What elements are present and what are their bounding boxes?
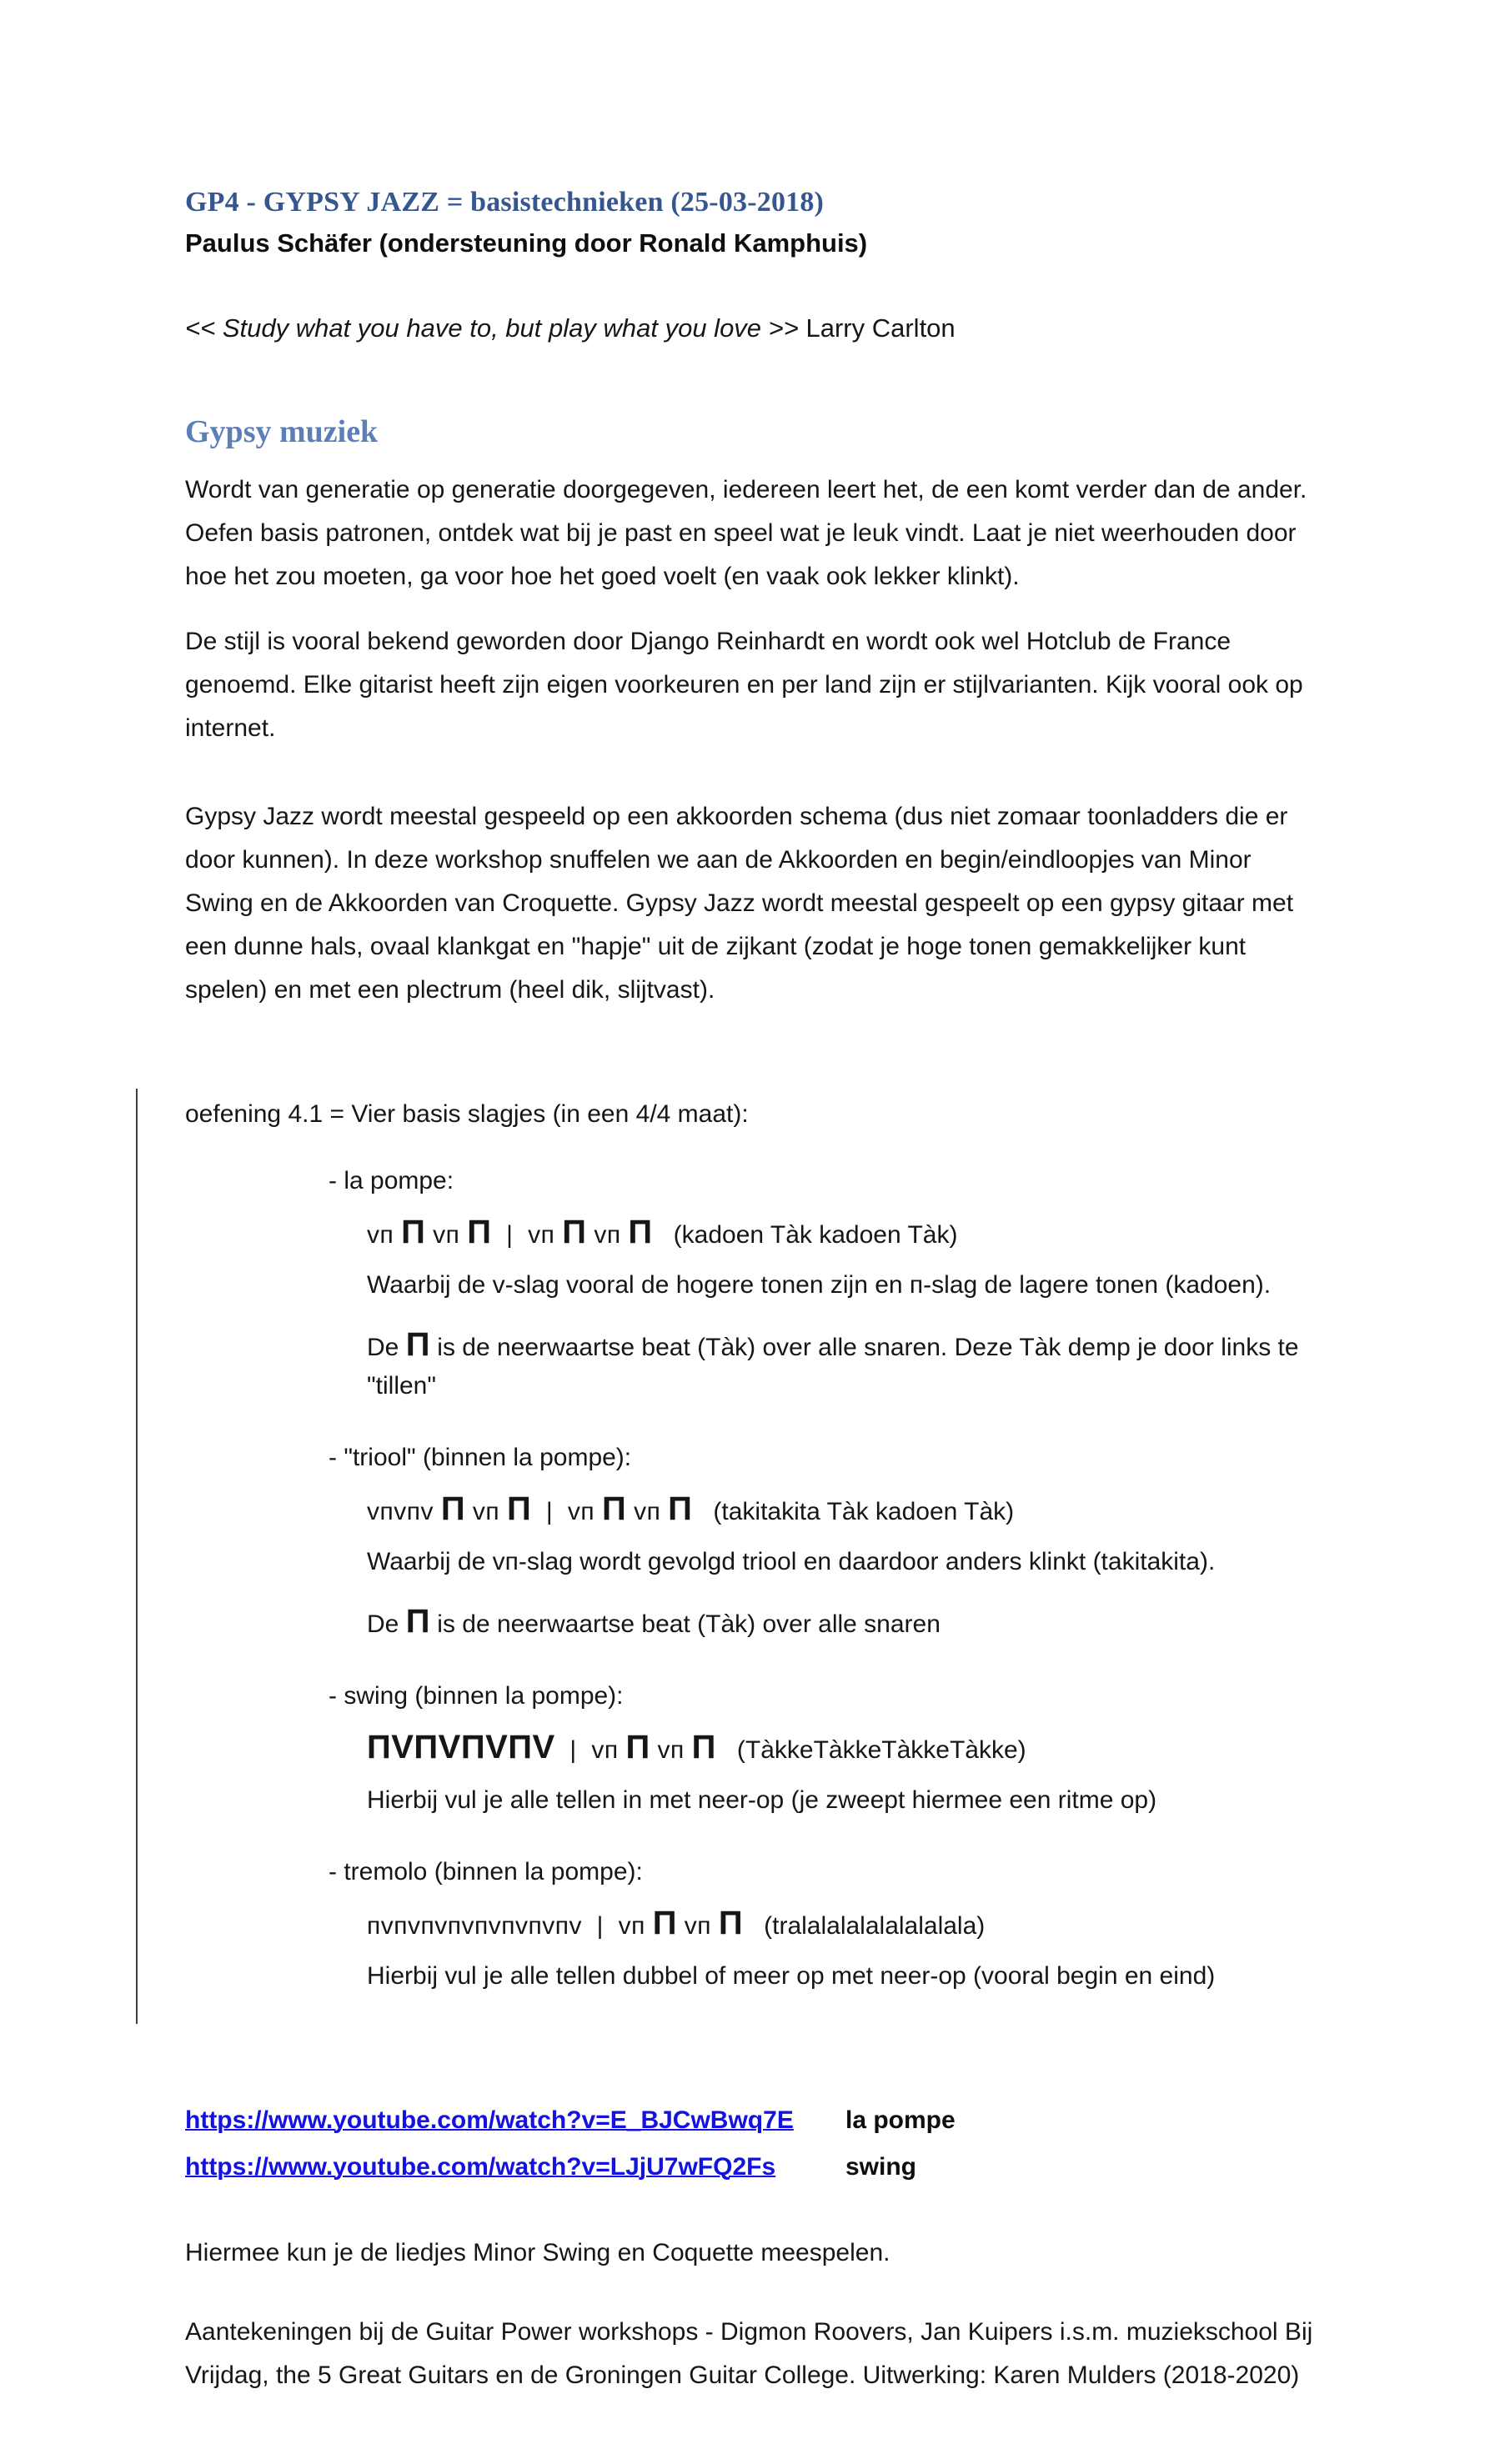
rhythm-line	[367, 1906, 1343, 1946]
stroke-symbols: vп	[465, 1498, 507, 1525]
paragraph-django: De stijl is vooral bekend geworden door Django Reinhardt en wordt ook wel Hotclub de France genoemd. Elke gitarist heeft zijn eigen voorkeuren en per land zijn er stijlvarianten. Kijk vooral ook op internet.	[185, 628, 1303, 742]
downstroke-symbol: П	[652, 1905, 677, 1941]
stroke-symbols: vп	[650, 1736, 692, 1764]
page-subtitle: Paulus Schäfer (ondersteuning door Ronald Kamphuis)	[185, 228, 868, 258]
rhythm-text: (kadoen Tàk kadoen Tàk)	[652, 1221, 958, 1249]
exercise-box	[136, 1089, 1343, 2024]
rhythm-line	[367, 1492, 1343, 1531]
link-row-la-pompe	[185, 2104, 1343, 2137]
link-label-la-pompe: la pompe	[845, 2106, 956, 2134]
note-line	[367, 1605, 1343, 1644]
rhythm-line	[367, 1215, 1343, 1255]
rhythm-text: Hierbij vul je alle tellen in met neer-op (je zweept hiermee een ritme op)	[367, 1786, 1157, 1814]
downstroke-symbol: П	[625, 1729, 650, 1765]
note-line	[367, 1543, 1343, 1581]
exercise-item-la-pompe	[185, 1167, 1343, 1405]
downstroke-symbol: П	[440, 1490, 466, 1527]
stroke-symbols: vп	[425, 1221, 468, 1249]
exercise-title: oefening 4.1 = Vier basis slagjes (in een 4/4 maat):	[185, 1100, 749, 1128]
downstroke-symbol: ПVПVПVПV	[367, 1729, 555, 1765]
downstroke-symbol: П	[401, 1214, 426, 1250]
youtube-link-swing[interactable]: https://www.youtube.com/watch?v=LJjU7wFQ2Fs	[185, 2153, 776, 2181]
exercise-item-tremolo	[185, 1858, 1343, 1996]
stroke-symbols: |	[531, 1498, 568, 1525]
downstroke-symbol: П	[562, 1214, 587, 1250]
section-heading-gypsy-muziek: Gypsy muziek	[185, 414, 379, 449]
quote-author: Larry Carlton	[798, 313, 956, 343]
exercise-label: - tremolo (binnen la pompe):	[329, 1858, 643, 1886]
stroke-symbols: |	[554, 1736, 592, 1764]
video-links	[185, 2104, 1343, 2184]
stroke-symbols: vп	[676, 1912, 719, 1940]
stroke-symbols: vп	[626, 1498, 669, 1525]
link-label-swing: swing	[845, 2153, 917, 2181]
downstroke-symbol: П	[628, 1214, 653, 1250]
rhythm-text: Waarbij de vп-slag wordt gevolgd triool en daardoor anders klinkt (takitakita).	[367, 1548, 1216, 1575]
quote-text: << Study what you have to, but play what you love >>	[185, 313, 799, 343]
rhythm-text: Hierbij vul je alle tellen dubbel of meer op met neer-op (vooral begin en eind)	[367, 1962, 1216, 1990]
stroke-symbols: |	[581, 1912, 619, 1940]
exercise-label: - la pompe:	[329, 1167, 454, 1194]
exercise-item-swing	[185, 1682, 1343, 1820]
rhythm-text: is de neerwaartse beat (Tàk) over alle snaren. Deze Tàk demp je door links te "tillen"	[367, 1334, 1306, 1400]
stroke-symbols: vп	[567, 1498, 602, 1525]
rhythm-text: (TàkkeTàkkeTàkkeTàkke)	[715, 1736, 1026, 1764]
link-row-swing	[185, 2151, 1343, 2184]
rhythm-text: (tralalalalalalalalala)	[743, 1912, 986, 1940]
downstroke-symbol: П	[507, 1490, 532, 1527]
rhythm-text: is de neerwaartse beat (Tàk) over alle snaren	[429, 1610, 941, 1638]
downstroke-symbol: П	[405, 1326, 430, 1363]
stroke-symbols: vп	[367, 1221, 402, 1249]
page-title: GP4 - GYPSY JAZZ = basistechnieken (25-03-2018)	[185, 187, 825, 218]
downstroke-symbol: П	[405, 1603, 430, 1640]
downstroke-symbol: П	[601, 1490, 627, 1527]
exercise-item-triool	[185, 1444, 1343, 1644]
youtube-link-la-pompe[interactable]: https://www.youtube.com/watch?v=E_BJCwBwq7E	[185, 2106, 794, 2134]
downstroke-symbol: П	[668, 1490, 693, 1527]
note-line	[367, 1266, 1343, 1305]
exercise-label: - "triool" (binnen la pompe):	[329, 1444, 632, 1471]
note-line	[367, 1781, 1343, 1820]
stroke-symbols: |	[491, 1221, 529, 1249]
paragraph-akkoorden: Gypsy Jazz wordt meestal gespeeld op een akkoorden schema (dus niet zomaar toonladders die er door kunnen). In deze workshop snuffelen we aan de Akkoorden en begin/eindloopjes van Minor Swing en de Akkoorden van Croquette. Gypsy Jazz wordt meestal gespeelt op een gypsy gitaar met een dunne hals, ovaal klankgat en "hapje" uit de zijkant (zodat je hoge tonen gemakkelijker kunt spelen) en met een plectrum (heel dik, slijtvast).	[185, 803, 1294, 1004]
downstroke-symbol: П	[691, 1729, 716, 1765]
rhythm-text: De	[367, 1610, 406, 1638]
rhythm-line	[367, 1730, 1343, 1770]
closing-line: Hiermee kun je de liedjes Minor Swing en Coquette meespelen.	[185, 2239, 890, 2266]
downstroke-symbol: П	[467, 1214, 492, 1250]
rhythm-text: Waarbij de v-slag vooral de hogere tonen zijn en п-slag de lagere tonen (kadoen).	[367, 1271, 1272, 1299]
stroke-symbols: vп	[528, 1221, 563, 1249]
paragraph-generatie: Wordt van generatie op generatie doorgegeven, iedereen leert het, de een komt verder dan de ander. Oefen basis patronen, ontdek wat bij je past en speel wat je leuk vindt. Laat je niet weerhouden door hoe het zou moeten, ga voor hoe het goed voelt (en vaak ook lekker klinkt).	[185, 476, 1307, 590]
stroke-symbols: vп	[618, 1912, 653, 1940]
rhythm-text: (takitakita Tàk kadoen Tàk)	[692, 1498, 1015, 1525]
quote-line	[185, 313, 1343, 343]
stroke-symbols: vп	[586, 1221, 629, 1249]
stroke-symbols: vп	[591, 1736, 626, 1764]
exercise-label: - swing (binnen la pompe):	[329, 1682, 624, 1710]
note-line	[367, 1328, 1343, 1405]
footer-credits: Aantekeningen bij de Guitar Power workshops - Digmon Roovers, Jan Kuipers i.s.m. muziekschool Bij Vrijdag, the 5 Great Guitars en de Groningen Guitar College. Uitwerking: Karen Mulders (2018-2020)	[185, 2318, 1313, 2389]
note-line	[367, 1957, 1343, 1996]
stroke-symbols: vпvпv	[367, 1498, 441, 1525]
rhythm-text: De	[367, 1334, 406, 1361]
downstroke-symbol: П	[718, 1905, 744, 1941]
stroke-symbols: пvпvпvпvпvпvпvпv	[367, 1912, 582, 1940]
